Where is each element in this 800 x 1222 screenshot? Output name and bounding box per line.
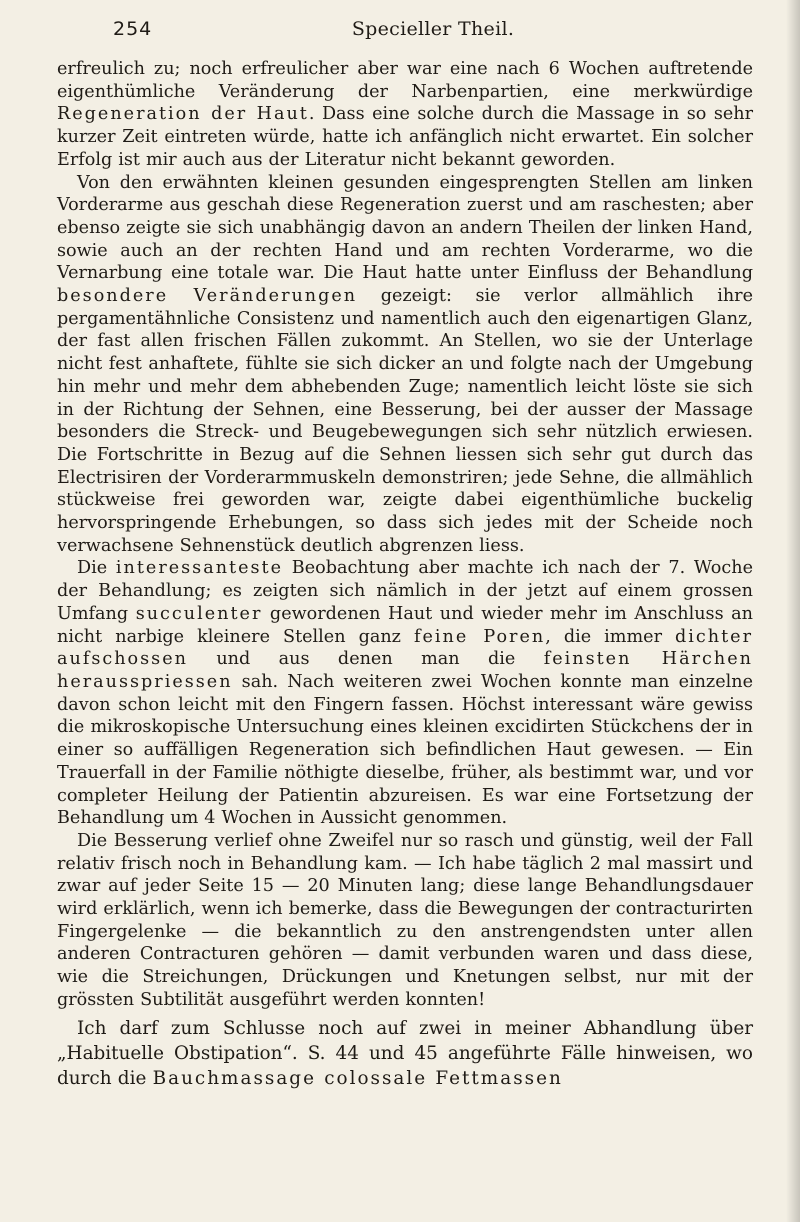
paragraph-3 (57, 557, 753, 829)
text-run: Die Besserung verlief ohne Zweifel nur so rasch und günstig, weil der Fall relativ frisch noch in Behandlung kam. — Ich habe täglich 2 mal massirt und zwar auf jeder Seite 15 — 20 Minuten lang; diese lange Behandlungsdauer wird erklärlich, wenn ich bemerke, dass die Bewegungen der contracturirten Fingergelenke — die bekanntlich zu den anstrengendsten unter allen anderen Contracturen gehören — damit verbunden waren und dass diese, wie die Streichungen, Drückungen und Knetungen selbst, nur mit der grössten Subtilität ausgeführt werden konnten! (57, 830, 753, 1010)
text-run: , die immer (545, 626, 676, 647)
text-run: Die (77, 558, 116, 579)
paragraph-1 (57, 58, 753, 172)
text-run: gewordenen Haut und wieder mehr im Anschluss an nicht narbige kleinere Stellen ganz (57, 603, 753, 647)
spaced-emphasis: Regeneration der Haut (57, 104, 309, 125)
text-run: . Dass eine solche durch die Massage in so sehr kurzer Zeit eintreten würde, hatte ich anfänglich nicht erwartet. Ein solcher Erfolg ist mir auch aus der Literatur nicht bekannt geworden. (57, 104, 754, 170)
text-run: sah. Nach weiteren zwei Wochen konnte man einzelne davon schon leicht mit den Fingern fassen. Höchst interessant wäre gewiss die mikroskopische Untersuchung eines kleinen excidirten Stückchens der in einer so auffälligen Regeneration sich befindlichen Haut gewesen. — Ein Trauerfall in der Familie nöthigte dieselbe, früher, als bestimmt war, und vor completer Heilung der Patientin abzureisen. Es war eine Fortsetzung der Behandlung um 4 Wochen in Aussicht genommen. (57, 671, 753, 829)
paragraph-5 (57, 1016, 753, 1091)
spaced-emphasis: feine Poren (413, 626, 546, 647)
text-run: Von den erwähnten kleinen gesunden eingesprengten Stellen am linken Vorderarme aus geschah diese Regeneration zuerst und am raschesten; aber ebenso zeigte sie sich unabhängig davon an andern Theilen der linken Hand, sowie auch an der rechten Hand und am rechten Vorderarme, wo die Vernarbung eine totale war. Die Haut hatte unter Einfluss der Behandlung (57, 172, 753, 284)
text-run: gezeigt: sie verlor allmählich ihre pergamentähnliche Consistenz und namentlich auch den eigenartigen Glanz, der fast allen frischen Fällen zukommt. An Stellen, wo sie der Unterlage nicht fest anhaftete, fühlte sie sich dicker an und folgte nach der Umgebung hin mehr und mehr dem abhebenden Zuge; namentlich leicht löste sie sich in der Richtung der Sehnen, eine Besserung, bei der ausser der Massage besonders die Streck- und Beugebewegungen sich sehr nützlich erwiesen. Die Fortschritte in Bezug auf die Sehnen liessen sich sehr gut durch das Electrisiren der Vorderarmmuskeln demonstriren; jede Sehne, die allmählich stückweise frei geworden war, zeigte dabei eigenthümliche buckelig hervorspringende Erhebungen, so dass sich jedes mit der Scheide noch verwachsene Sehnenstück deutlich abgrenzen liess. (57, 286, 753, 556)
text-run: erfreulich zu; noch erfreulicher aber war eine nach 6 Wochen auftretende eigenthümliche Veränderung der Narbenpartien, eine merkwürdige (57, 59, 753, 102)
text-run: Beobachtung aber machte ich nach der 7. Woche der Behandlung; es zeigten sich nämlich in der jetzt auf einem grossen Umfang (57, 558, 754, 624)
spaced-emphasis: dichter aufschossen (57, 626, 753, 670)
page-number: 254 (113, 18, 153, 40)
running-title: Specieller Theil. (351, 18, 515, 40)
spaced-emphasis: feinsten Härchen herausspriessen (57, 649, 753, 692)
text-run: Ich darf zum Schlusse noch auf zwei in meiner Abhandlung über „Habituelle Obstipation“. S. 44 und 45 angeführte Fälle hinweisen, wo durch die (57, 1017, 753, 1089)
page-edge-shadow (786, 0, 800, 1222)
page-header (113, 14, 753, 44)
spaced-emphasis: succulenter (135, 603, 263, 624)
body-text (57, 58, 753, 1091)
spaced-emphasis: interessanteste (115, 558, 284, 579)
text-run: und aus denen man die (187, 649, 544, 670)
spaced-emphasis: besondere Veränderungen (57, 286, 358, 307)
paragraph-2 (57, 172, 753, 558)
spaced-emphasis: Bauchmassage colossale Fettmassen (152, 1067, 563, 1089)
paragraph-4 (57, 830, 753, 1012)
